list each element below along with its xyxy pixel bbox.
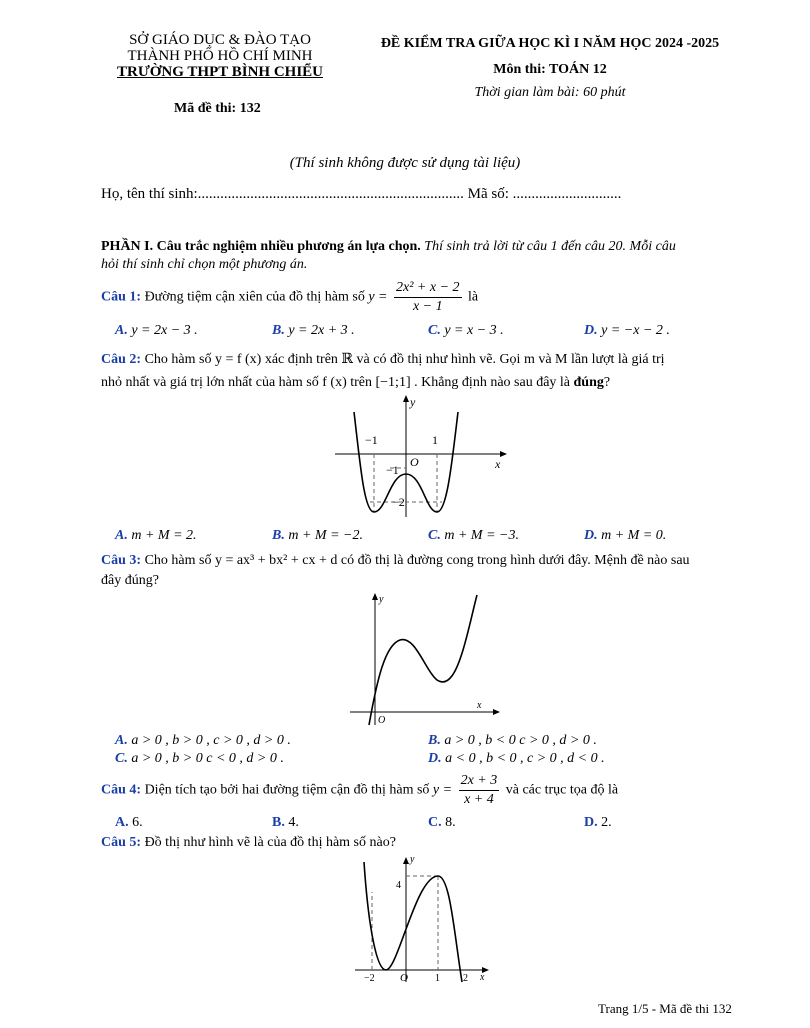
q2-graph <box>330 392 510 522</box>
part1-instr-1: Thí sinh trả lời từ câu 1 đến câu 20. Mỗi câu <box>424 239 676 254</box>
q2-line2c: ? <box>603 375 611 390</box>
part1-title: PHẦN I. Câu trắc nghiệm nhiều phương án lựa chọn. <box>101 239 421 254</box>
q5-tick-neg2: −2 <box>364 973 375 984</box>
q3-y-label: y <box>379 594 384 605</box>
q2-line2b: đúng <box>573 375 604 390</box>
q3-y-arrow <box>372 593 378 600</box>
q5-graph <box>350 852 500 987</box>
q3-option-a[interactable]: A. a > 0 , b > 0 , c > 0 , d > 0 . <box>115 733 291 748</box>
q2-x-arrow <box>500 451 507 457</box>
q5-curve <box>364 862 462 982</box>
q5-y-label: y <box>410 854 415 865</box>
exam-code: Mã đề thi: 132 <box>174 101 261 116</box>
school-name: TRƯỜNG THPT BÌNH CHIỂU <box>116 64 323 80</box>
question-3 <box>101 551 690 591</box>
q1-option-b[interactable]: B. y = 2x + 3 . <box>272 323 355 338</box>
q4-label: Câu 4: <box>101 782 142 798</box>
part1-instr-2: hỏi thí sinh chỉ chọn một phương án. <box>101 257 308 272</box>
q4-option-d[interactable]: D. 2. <box>584 815 612 830</box>
q2-line1: Cho hàm số y = f (x) xác định trên ℝ và có đồ thị như hình vẽ. Gọi m và M lần lượt là giá trị <box>144 352 665 367</box>
q5-tick-4: 4 <box>396 880 401 891</box>
q3-x-arrow <box>493 709 500 715</box>
dept-line2: THÀNH PHỐ HỒ CHÍ MINH <box>127 48 313 64</box>
q4-option-b[interactable]: B. 4. <box>272 815 299 830</box>
q2-option-a[interactable]: A. m + M = 2. <box>115 528 197 543</box>
q3-origin-label: O <box>378 715 386 726</box>
q2-y-arrow <box>403 395 409 402</box>
q2-label: Câu 2: <box>101 352 142 367</box>
q1-option-a[interactable]: A. y = 2x − 3 . <box>115 323 198 338</box>
q4-option-a[interactable]: A. 6. <box>115 815 143 830</box>
q4-tail: và các trục tọa độ là <box>505 782 619 798</box>
question-2 <box>101 348 665 394</box>
question-5 <box>101 835 396 851</box>
q2-option-b[interactable]: B. m + M = −2. <box>272 528 363 543</box>
exam-title: ĐỀ KIỂM TRA GIỮA HỌC KÌ I NĂM HỌC 2024 -2025 <box>380 36 720 51</box>
q4-text: Diện tích tạo bởi hai đường tiệm cận đồ thị hàm số <box>144 782 430 798</box>
q2-tick-1: 1 <box>432 433 438 447</box>
q2-line2a: nhỏ nhất và giá trị lớn nhất của hàm số f (x) trên [−1;1] . Khẳng định nào sau đây là <box>101 375 571 390</box>
notice: (Thí sinh không được sử dụng tài liệu) <box>289 155 521 171</box>
student-name-label: Họ, tên thí sinh:....................................................................... <box>101 186 464 202</box>
q1-tail: là <box>468 289 479 305</box>
q4-den: x + 4 <box>464 792 494 807</box>
question-1 <box>101 279 478 316</box>
q3-option-d[interactable]: D. a < 0 , b < 0 , c > 0 , d < 0 . <box>428 751 605 766</box>
q1-option-d[interactable]: D. y = −x − 2 . <box>584 323 670 338</box>
q2-x-label: x <box>495 457 501 471</box>
q2-tick-y-neg1: −1 <box>386 463 399 477</box>
q3-graph <box>345 590 505 730</box>
q2-option-d[interactable]: D. m + M = 0. <box>584 528 667 543</box>
q2-option-c[interactable]: C. m + M = −3. <box>428 528 519 543</box>
q3-label: Câu 3: <box>101 553 142 568</box>
q2-tick-neg1: −1 <box>365 433 378 447</box>
header-left <box>100 32 340 80</box>
q1-text: Đường tiệm cận xiên của đồ thị hàm số <box>144 289 365 305</box>
q1-den: x − 1 <box>412 299 443 314</box>
q3-curve <box>369 595 477 725</box>
dept-line1: SỞ GIÁO DỤC & ĐÀO TẠO <box>129 32 311 48</box>
q5-tick-1: 1 <box>435 973 440 984</box>
q2-y-label: y <box>410 395 416 409</box>
q4-lhs: y = <box>432 782 453 798</box>
q1-num: 2x² + x − 2 <box>394 279 462 298</box>
q3-option-b[interactable]: B. a > 0 , b < 0 c > 0 , d > 0 . <box>428 733 597 748</box>
q1-option-c[interactable]: C. y = x − 3 . <box>428 323 504 338</box>
q1-fraction <box>394 279 462 316</box>
student-id-label: Mã số: ............................. <box>467 186 622 202</box>
q3-x-label: x <box>477 700 482 711</box>
q2-tick-y-neg2: −2 <box>392 495 405 509</box>
student-info <box>101 186 621 203</box>
question-4 <box>101 772 618 809</box>
q5-origin-label: O <box>400 972 408 984</box>
q5-x-label: x <box>480 972 485 983</box>
q5-y-arrow <box>403 857 409 864</box>
q1-label: Câu 1: <box>101 289 142 305</box>
q4-num: 2x + 3 <box>459 772 500 791</box>
q5-text: Đồ thị như hình vẽ là của đồ thị hàm số nào? <box>144 835 396 850</box>
q4-fraction <box>459 772 500 809</box>
q3-line2: đây đúng? <box>101 573 159 588</box>
q4-option-c[interactable]: C. 8. <box>428 815 456 830</box>
q5-tick-2: 2 <box>463 973 468 984</box>
q3-option-c[interactable]: C. a > 0 , b > 0 c < 0 , d > 0 . <box>115 751 284 766</box>
q1-lhs: y = <box>368 289 388 305</box>
duration: Thời gian làm bài: 60 phút <box>474 85 626 100</box>
page-footer: Trang 1/5 - Mã đề thi 132 <box>598 1001 732 1016</box>
part1-heading <box>101 238 676 274</box>
q3-line1: Cho hàm số y = ax³ + bx² + cx + d có đồ thị là đường cong trong hình dưới đây. Mệnh đề nào sau <box>144 553 690 568</box>
q2-origin-label: O <box>410 455 419 469</box>
q5-label: Câu 5: <box>101 835 142 850</box>
subject: Môn thi: TOÁN 12 <box>493 62 607 77</box>
